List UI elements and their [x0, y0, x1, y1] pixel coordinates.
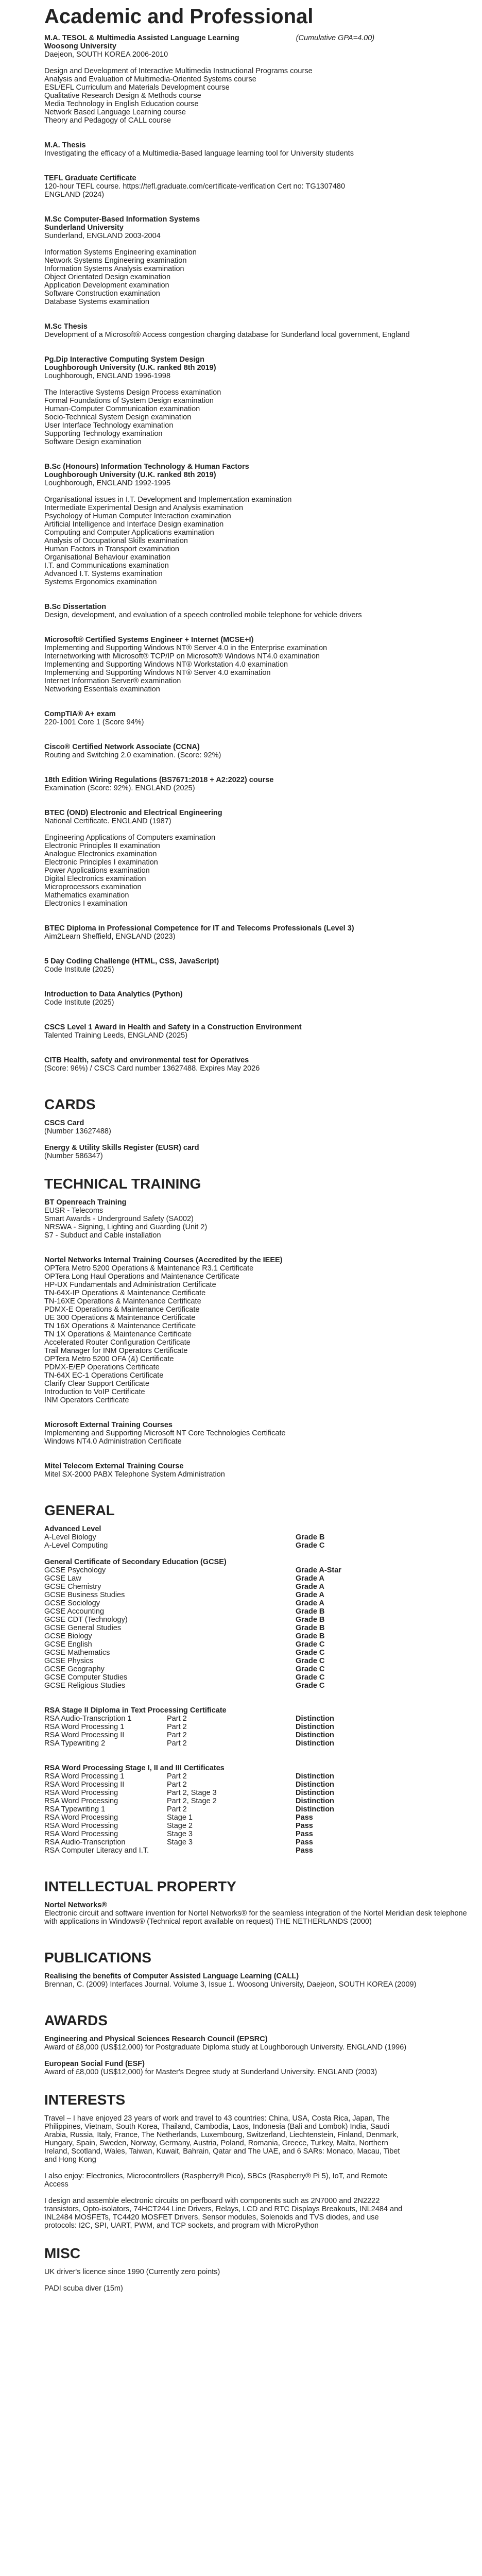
ip-title: Nortel Networks®: [44, 1901, 107, 1909]
gcse-cell: [167, 1566, 296, 1574]
academic-title: BTEC (OND) Electronic and Electrical Engineering: [44, 809, 222, 817]
training-entry: [44, 1462, 482, 1479]
intellectual-property-section: [44, 1901, 482, 1942]
gcse-cell: [167, 1673, 296, 1682]
rsa2-cell: RSA Word Processing: [44, 1797, 118, 1805]
gcse-cell: [167, 1640, 296, 1649]
rsa2-cell: RSA Word Processing: [44, 1814, 118, 1822]
rsa2-cell: RSA Word Processing: [44, 1789, 118, 1797]
card-title: Energy & Utility Skills Register (EUSR) card: [44, 1144, 199, 1152]
gcse-cell: GCSE Accounting: [44, 1607, 105, 1616]
rsa1-cell: RSA Word Processing 1: [44, 1723, 125, 1731]
rsa1-cell: Part 2: [167, 1715, 187, 1723]
rsa2-cell: Distinction: [296, 1789, 334, 1797]
academic-entry: [44, 636, 482, 693]
award-body: Award of £8,000 (US$12,000) for Master's Degree study at Sunderland University. ENGLAND (2003): [44, 2068, 377, 2076]
gcse-cell: [167, 1607, 296, 1616]
rsa-wp-title: RSA Word Processing Stage I, II and III Certificates: [44, 1764, 225, 1772]
training-body: EUSR - Telecoms Smart Awards - Underground Safety (SA002) NRSWA - Signing, Lighting and Guarding (Unit 2) S7 - Subduct and Cable installation: [44, 1207, 208, 1240]
interest-paragraph: I also enjoy: Electronics, Microcontrollers (Raspberry® Pico), SBCs (Raspberry® Pi 5), IoT, and Remote Access: [44, 2172, 388, 2189]
academic-body: Design, development, and evaluation of a speech controlled mobile telephone for vehicle drivers: [44, 611, 362, 619]
rsa1-cell: Distinction: [296, 1739, 334, 1748]
academic-entry: [44, 141, 482, 158]
rsa1-cell: Distinction: [296, 1731, 334, 1739]
gcse-cell: [167, 1599, 296, 1607]
rsa2-cell: [167, 1846, 296, 1855]
gcse-cell: GCSE Chemistry: [44, 1583, 101, 1591]
academic-title: [44, 34, 482, 42]
advanced-level-title: Advanced Level: [44, 1525, 101, 1533]
adv-cell: A-Level Biology: [44, 1533, 96, 1541]
gcse-cell: Grade B: [296, 1616, 325, 1624]
gcse-cell: GCSE Biology: [44, 1632, 92, 1640]
rsa1-cell: RSA Word Processing II: [44, 1731, 125, 1739]
rsa-diploma-grades: [44, 1715, 482, 1748]
academic-entry: [44, 957, 482, 974]
adv-cell: [167, 1533, 296, 1541]
rsa2-cell: RSA Word Processing II: [44, 1781, 125, 1789]
academic-body: Daejeon, SOUTH KOREA 2006-2010 Design and Development of Interactive Multimedia Instructional Programs course Analysis and Evaluation of Multimedia-Oriented Systems course ESL/EFL Curriculum and Materials Development course Qualitative Research Design & Methods course Media Technology in English Education course Network Based Language Learning course Theory and Pedagogy of CALL course: [44, 50, 313, 125]
academic-entry: [44, 323, 482, 339]
rsa2-cell: Pass: [296, 1838, 313, 1846]
publication-body: Brennan, C. (2009) Interfaces Journal. Volume 3, Issue 1. Woosong University, Daejeon, SOUTH KOREA (2009): [44, 1980, 417, 1989]
adv-cell: Grade B: [296, 1533, 325, 1541]
training-body: Mitel SX-2000 PABX Telephone System Administration: [44, 1470, 225, 1479]
rsa1-cell: Part 2: [167, 1731, 187, 1739]
academic-section: [44, 34, 482, 1089]
academic-body: 120-hour TEFL course. https://tefl.graduate.com/certificate-verification Cert no: TG1307480 ENGLAND (2024): [44, 182, 346, 199]
academic-body: Talented Training Leeds, ENGLAND (2025): [44, 1031, 188, 1040]
gcse-cell: [167, 1574, 296, 1583]
rsa2-cell: Part 2, Stage 3: [167, 1789, 217, 1797]
rsa1-cell: Part 2: [167, 1723, 187, 1731]
general-heading: GENERAL: [44, 1502, 115, 1518]
rsa2-cell: Pass: [296, 1822, 313, 1830]
academic-entry: [44, 34, 482, 125]
rsa2-cell: RSA Word Processing: [44, 1822, 118, 1830]
gcse-cell: GCSE English: [44, 1640, 92, 1649]
training-title: Mitel Telecom External Training Course: [44, 1462, 184, 1470]
academic-entry: [44, 355, 482, 446]
academic-institution: Loughborough University (U.K. ranked 8th 2019): [44, 364, 216, 372]
awards-section: [44, 2035, 482, 2084]
academic-title: CSCS Level 1 Award in Health and Safety in a Construction Environment: [44, 1023, 302, 1031]
academic-institution: Woosong University: [44, 42, 116, 50]
training-entry: [44, 1198, 482, 1240]
rsa2-cell: Distinction: [296, 1797, 334, 1805]
gcse-cell: [167, 1624, 296, 1632]
gcse-cell: GCSE Business Studies: [44, 1591, 125, 1599]
academic-title: TEFL Graduate Certificate: [44, 174, 136, 182]
academic-title: B.Sc (Honours) Information Technology & Human Factors: [44, 463, 249, 471]
academic-title-text: M.A. TESOL & Multimedia Assisted Language Learning: [44, 34, 239, 42]
interest-paragraph: I design and assemble electronic circuits on perfboard with components such as 2N7000 and 2N2222 transistors, Opto-isolators, 74HCT244 Line Drivers, Relays, LCD and RTC Displays Breakouts, INL2484 and INL2484 MOSFETs, TC4420 MOSFET Drivers, Sensor modules, Solenoids and TVS diodes, and use protocols: I2C, SPI, UART, PWM, and TCP sockets, and program with MicroPython: [44, 2197, 403, 2230]
ip-entry: [44, 1901, 482, 1926]
academic-title: M.Sc Thesis: [44, 323, 88, 331]
gcse-cell: Grade A: [296, 1591, 324, 1599]
academic-title: B.Sc Dissertation: [44, 603, 107, 611]
academic-entry: [44, 463, 482, 586]
academic-title: Cisco® Certified Network Associate (CCNA): [44, 743, 200, 751]
academic-institution: Loughborough University (U.K. ranked 8th 2019): [44, 471, 216, 479]
rsa2-cell: Stage 3: [167, 1830, 193, 1838]
academic-title: Introduction to Data Analytics (Python): [44, 990, 183, 998]
publication-entry: [44, 1972, 482, 1989]
misc-heading: MISC: [44, 2245, 80, 2261]
academic-entry: [44, 215, 482, 306]
training-entry: [44, 1421, 482, 1446]
rsa-wp-grades: [44, 1772, 482, 1855]
gcse-cell: GCSE Psychology: [44, 1566, 106, 1574]
academic-body: Sunderland, ENGLAND 2003-2004 Information Systems Engineering examination Network Systems Engineering examination Information Systems Analysis examination Object Orientated Design examination Application Development examination Software Construction examination Database Systems examination: [44, 232, 197, 306]
gcse-cell: [167, 1583, 296, 1591]
academic-body: 220-1001 Core 1 (Score 94%): [44, 718, 144, 726]
rsa2-cell: Pass: [296, 1830, 313, 1838]
card-body: (Number 586347): [44, 1152, 103, 1160]
rsa2-cell: RSA Computer Literacy and I.T.: [44, 1846, 149, 1855]
academic-body: (Score: 96%) / CSCS Card number 13627488. Expires May 2026: [44, 1064, 260, 1073]
academic-entry: [44, 1056, 482, 1073]
gcse-cell: [167, 1632, 296, 1640]
rsa2-cell: Pass: [296, 1846, 313, 1855]
academic-title: Pg.Dip Interactive Computing System Design: [44, 355, 204, 364]
awards-heading: AWARDS: [44, 2012, 108, 2028]
academic-entry: [44, 603, 482, 619]
award-body: Award of £8,000 (US$12,000) for Postgraduate Diploma study at Loughborough University. ENGLAND (1996): [44, 2043, 407, 2052]
academic-body: Code Institute (2025): [44, 965, 114, 974]
rsa2-cell: Part 2: [167, 1781, 187, 1789]
rsa1-cell: Part 2: [167, 1739, 187, 1748]
training-title: BT Openreach Training: [44, 1198, 127, 1207]
academic-title: BTEC Diploma in Professional Competence for IT and Telecoms Professionals (Level 3): [44, 924, 354, 933]
rsa2-cell: Part 2: [167, 1772, 187, 1781]
gcse-cell: Grade C: [296, 1649, 325, 1657]
gcse-cell: GCSE CDT (Technology): [44, 1616, 128, 1624]
gcse-cell: GCSE Physics: [44, 1657, 94, 1665]
cards-heading: CARDS: [44, 1096, 96, 1112]
publications-heading: PUBLICATIONS: [44, 1950, 151, 1965]
misc-section: [44, 2268, 482, 2301]
interests-section: [44, 2114, 482, 2238]
training-title: Nortel Networks Internal Training Courses (Accredited by the IEEE): [44, 1256, 283, 1264]
rsa2-cell: RSA Word Processing 1: [44, 1772, 125, 1781]
adv-cell: A-Level Computing: [44, 1541, 108, 1550]
academic-title: 18th Edition Wiring Regulations (BS7671:2018 + A2:2022) course: [44, 776, 274, 784]
gcse-cell: [167, 1665, 296, 1673]
rsa2-cell: Pass: [296, 1814, 313, 1822]
rsa2-cell: Distinction: [296, 1805, 334, 1814]
academic-entry: [44, 710, 482, 726]
card-entry: [44, 1119, 482, 1136]
gcse-cell: GCSE Sociology: [44, 1599, 100, 1607]
gcse-cell: GCSE Religious Studies: [44, 1682, 126, 1690]
rsa2-cell: Distinction: [296, 1772, 334, 1781]
rsa2-cell: Stage 1: [167, 1814, 193, 1822]
academic-title: 5 Day Coding Challenge (HTML, CSS, JavaScript): [44, 957, 219, 965]
technical-training-heading: TECHNICAL TRAINING: [44, 1176, 201, 1192]
gcse-cell: GCSE Geography: [44, 1665, 105, 1673]
academic-entry: [44, 809, 482, 908]
gcse-title: General Certificate of Secondary Education (GCSE): [44, 1558, 227, 1566]
academic-body: Aim2Learn Sheffield, ENGLAND (2023): [44, 933, 176, 941]
academic-title: M.Sc Computer-Based Information Systems: [44, 215, 200, 224]
gcse-cell: Grade C: [296, 1682, 325, 1690]
rsa2-cell: Distinction: [296, 1781, 334, 1789]
award-entry: [44, 2035, 482, 2052]
adv-cell: Grade C: [296, 1541, 325, 1550]
academic-title: CITB Health, safety and environmental test for Operatives: [44, 1056, 249, 1064]
misc-item: UK driver's licence since 1990 (Currently zero points): [44, 2268, 220, 2276]
training-title: Microsoft External Training Courses: [44, 1421, 173, 1429]
academic-institution: Sunderland University: [44, 224, 124, 232]
rsa2-cell: RSA Word Processing: [44, 1830, 118, 1838]
academic-entry: [44, 990, 482, 1007]
rsa1-cell: Distinction: [296, 1715, 334, 1723]
gcse-cell: GCSE General Studies: [44, 1624, 122, 1632]
gcse-cell: Grade B: [296, 1632, 325, 1640]
academic-entry: [44, 174, 482, 199]
rsa2-cell: RSA Typewriting 1: [44, 1805, 106, 1814]
academic-entry: [44, 1023, 482, 1040]
gcse-grades: [44, 1566, 482, 1690]
training-body: Implementing and Supporting Microsoft NT Core Technologies Certificate Windows NT4.0 Administration Certificate: [44, 1429, 286, 1446]
academic-title: CompTIA® A+ exam: [44, 710, 116, 718]
publications-section: [44, 1972, 482, 2005]
gcse-cell: Grade A-Star: [296, 1566, 341, 1574]
rsa2-cell: RSA Audio-Transcription: [44, 1838, 126, 1846]
training-entry: [44, 1256, 482, 1404]
gcse-cell: GCSE Law: [44, 1574, 81, 1583]
gcse-cell: Grade C: [296, 1640, 325, 1649]
award-title: European Social Fund (ESF): [44, 2060, 145, 2068]
gcse-cell: [167, 1649, 296, 1657]
gcse-cell: Grade C: [296, 1665, 325, 1673]
academic-body: Development of a Microsoft® Access congestion charging database for Sunderland local government, England: [44, 331, 410, 339]
academic-entry: [44, 776, 482, 792]
interest-paragraph: Travel – I have enjoyed 23 years of work and travel to 43 countries: China, USA, Costa Rica, Japan, The Philippines, Vietnam, South Korea, Thailand, Cambodia, Laos, Indonesia (Bali and Lombok) India, Saudi Arabia, Russia, Italy, France, The Netherlands, Luxembourg, Switzerland, Liechtenstein, Finland, Denmark, Hungary, Spain, Sweden, Norway, Germany, Austria, Poland, Romania, Greece, Turkey, Malta, Northern Ireland, Scotland, Wales, Taiwan, Kuwait, Bahrain, Qatar and The UAE, and 6 SARs: Monaco, Macau, Tibet and Hong Kong: [44, 2114, 400, 2164]
academic-title: Microsoft® Certified Systems Engineer + Internet (MCSE+I): [44, 636, 254, 644]
adv-cell: [167, 1541, 296, 1550]
gcse-cell: Grade C: [296, 1657, 325, 1665]
card-body: (Number 13627488): [44, 1127, 111, 1136]
gcse-cell: Grade B: [296, 1624, 325, 1632]
academic-body: Examination (Score: 92%). ENGLAND (2025): [44, 784, 195, 792]
academic-body: Implementing and Supporting Windows NT® Server 4.0 in the Enterprise examination Internetworking with Microsoft® TCP/IP on Microsoft® Windows NT4.0 examination Implementing and Supporting Windows NT® Workstation 4.0 examination Implementing and Supporting Windows NT® Server 4.0 examination Internet Information Server® examination Networking Essentials examination: [44, 644, 328, 693]
academic-note: (Cumulative GPA=4.00): [296, 34, 375, 42]
academic-body: Code Institute (2025): [44, 998, 114, 1007]
advanced-level-grades: [44, 1533, 482, 1550]
gcse-cell: GCSE Mathematics: [44, 1649, 110, 1657]
intellectual-property-heading: INTELLECTUAL PROPERTY: [44, 1878, 236, 1894]
card-entry: [44, 1144, 482, 1160]
gcse-cell: Grade C: [296, 1673, 325, 1682]
gcse-cell: Grade A: [296, 1583, 324, 1591]
misc-item: PADI scuba diver (15m): [44, 2284, 123, 2293]
award-title: Engineering and Physical Sciences Research Council (EPSRC): [44, 2035, 268, 2043]
award-entry: [44, 2060, 482, 2076]
rsa-diploma-title: RSA Stage II Diploma in Text Processing Certificate: [44, 1706, 227, 1715]
gcse-cell: Grade A: [296, 1574, 324, 1583]
page-title: Academic and Professional: [44, 5, 314, 28]
interests-heading: INTERESTS: [44, 2092, 126, 2108]
gcse-cell: [167, 1657, 296, 1665]
training-body: OPTera Metro 5200 Operations & Maintenance R3.1 Certificate OPTera Long Haul Operations and Maintenance Certificate HP-UX Fundamentals and Administration Certificate TN-64X-IP Operations & Maintenance Certificate TN-16XE Operations & Maintenance Certificate PDMX-E Operations & Maintenance Certificate UE 300 Operations & Maintenance Certificate TN 16X Operations & Maintenance Certificate TN 1X Operations & Maintenance Certificate Accelerated Router Configuration Certificate Trail Manager for INM Operators Certificate OPTera Metro 5200 OFA (&) Certificate PDMX-E/EP Operations Certificate TN-64X EC-1 Operations Certificate Clarify Clear Support Certificate Introduction to VoIP Certificate INM Operators Certificate: [44, 1264, 254, 1404]
academic-body: Investigating the efficacy of a Multimedia-Based language learning tool for University students: [44, 149, 354, 158]
academic-body: Loughborough, ENGLAND 1992-1995 Organisational issues in I.T. Development and Implementation examination Intermediate Experimental Design and Analysis examination Psychology of Human Computer Interaction examination Artificial Intelligence and Interface Design examination Computing and Computer Applications examination Analysis of Occupational Skills examination Human Factors in Transport examination Organisational Behaviour examination I.T. and Communications examination Advanced I.T. Systems examination Systems Ergonomics examination: [44, 479, 292, 586]
rsa1-cell: Distinction: [296, 1723, 334, 1731]
rsa1-cell: RSA Typewriting 2: [44, 1739, 106, 1748]
gcse-cell: [167, 1682, 296, 1690]
academic-body: Loughborough, ENGLAND 1996-1998 The Interactive Systems Design Process examination Formal Foundations of System Design examination Human-Computer Communication examination Socio-Technical System Design examination User Interface Technology examination Supporting Technology examination Software Design examination: [44, 372, 221, 446]
cards-section: [44, 1119, 482, 1168]
gcse-cell: Grade A: [296, 1599, 324, 1607]
academic-entry: [44, 924, 482, 941]
ip-body: Electronic circuit and software invention for Nortel Networks® for the seamless integration of the Nortel Meridian desk telephone with applications in Windows® (Technical report available on request) THE NETHERLANDS (2000): [44, 1909, 467, 1926]
academic-title: M.A. Thesis: [44, 141, 86, 149]
gcse-cell: [167, 1616, 296, 1624]
academic-body: National Certificate. ENGLAND (1987) Engineering Applications of Computers examination Electronic Principles II examination Analogue Electronics examination Electronic Principles I examination Power Applications examination Digital Electronics examination Microprocessors examination Mathematics examination Electronics I examination: [44, 817, 216, 908]
rsa2-cell: Stage 2: [167, 1822, 193, 1830]
rsa1-cell: RSA Audio-Transcription 1: [44, 1715, 132, 1723]
card-title: CSCS Card: [44, 1119, 84, 1127]
publication-title: Realising the benefits of Computer Assisted Language Learning (CALL): [44, 1972, 299, 1980]
rsa2-cell: Part 2, Stage 2: [167, 1797, 217, 1805]
gcse-cell: Grade B: [296, 1607, 325, 1616]
rsa2-cell: Part 2: [167, 1805, 187, 1814]
gcse-cell: GCSE Computer Studies: [44, 1673, 128, 1682]
rsa2-cell: Stage 3: [167, 1838, 193, 1846]
academic-body: Routing and Switching 2.0 examination. (Score: 92%): [44, 751, 221, 759]
academic-entry: [44, 743, 482, 759]
gcse-cell: [167, 1591, 296, 1599]
technical-training-section: [44, 1198, 482, 1495]
